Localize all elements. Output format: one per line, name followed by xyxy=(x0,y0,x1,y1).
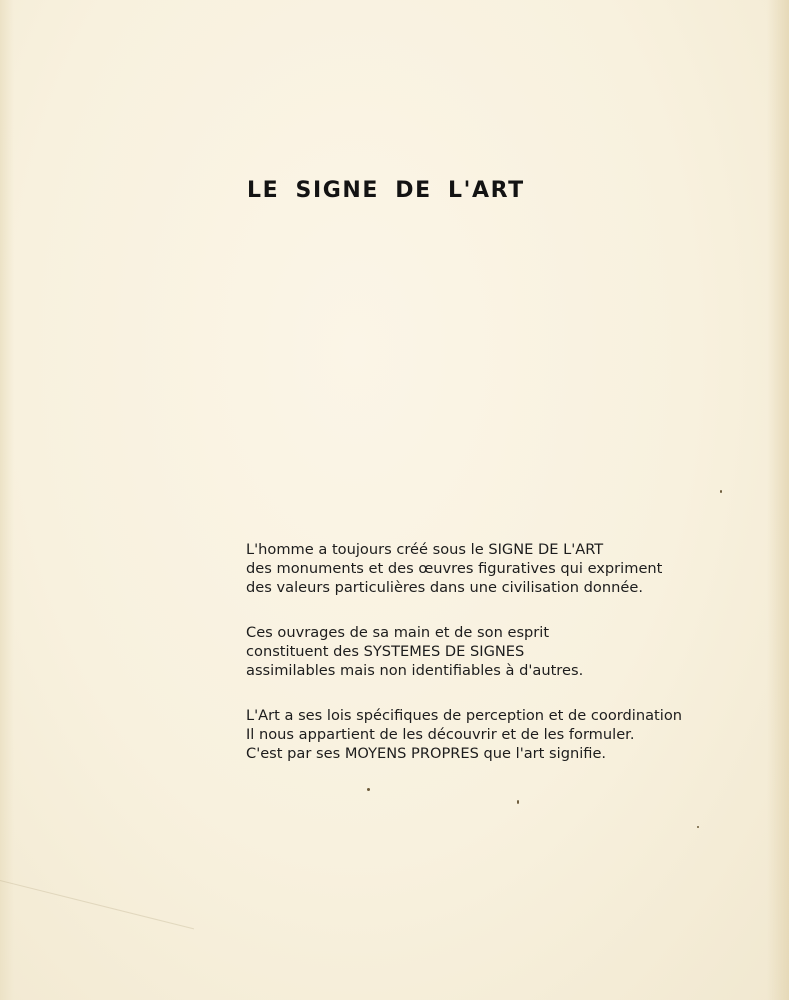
paragraph-3 xyxy=(246,706,746,763)
text-line: constituent des SYSTEMES DE SIGNES xyxy=(246,643,525,660)
text-line: Ces ouvrages de sa main et de son esprit xyxy=(246,624,550,641)
paragraph-1 xyxy=(246,540,746,597)
paper-speck xyxy=(517,800,519,804)
paper-crease xyxy=(0,880,194,929)
paragraph-2 xyxy=(246,623,746,680)
page-title: LE SIGNE DE L'ART xyxy=(247,178,525,203)
text-line: L'homme a toujours créé sous le SIGNE DE L'ART xyxy=(246,541,604,558)
text-line: Il nous appartient de les découvrir et de les formuler. xyxy=(246,726,635,743)
text-line: C'est par ses MOYENS PROPRES que l'art signifie. xyxy=(246,745,607,762)
paper-speck xyxy=(720,490,722,493)
body-text xyxy=(246,540,746,789)
paper-speck xyxy=(697,826,699,828)
text-line: L'Art a ses lois spécifiques de perception et de coordination xyxy=(246,707,682,724)
text-line: assimilables mais non identifiables à d'autres. xyxy=(246,662,584,679)
text-line: des monuments et des œuvres figuratives qui expriment xyxy=(246,560,663,577)
paper-speck xyxy=(367,788,370,791)
text-line: des valeurs particulières dans une civilisation donnée. xyxy=(246,579,643,596)
paper-edge-shadow-right xyxy=(767,0,789,1000)
paper-edge-shadow-left xyxy=(0,0,14,1000)
